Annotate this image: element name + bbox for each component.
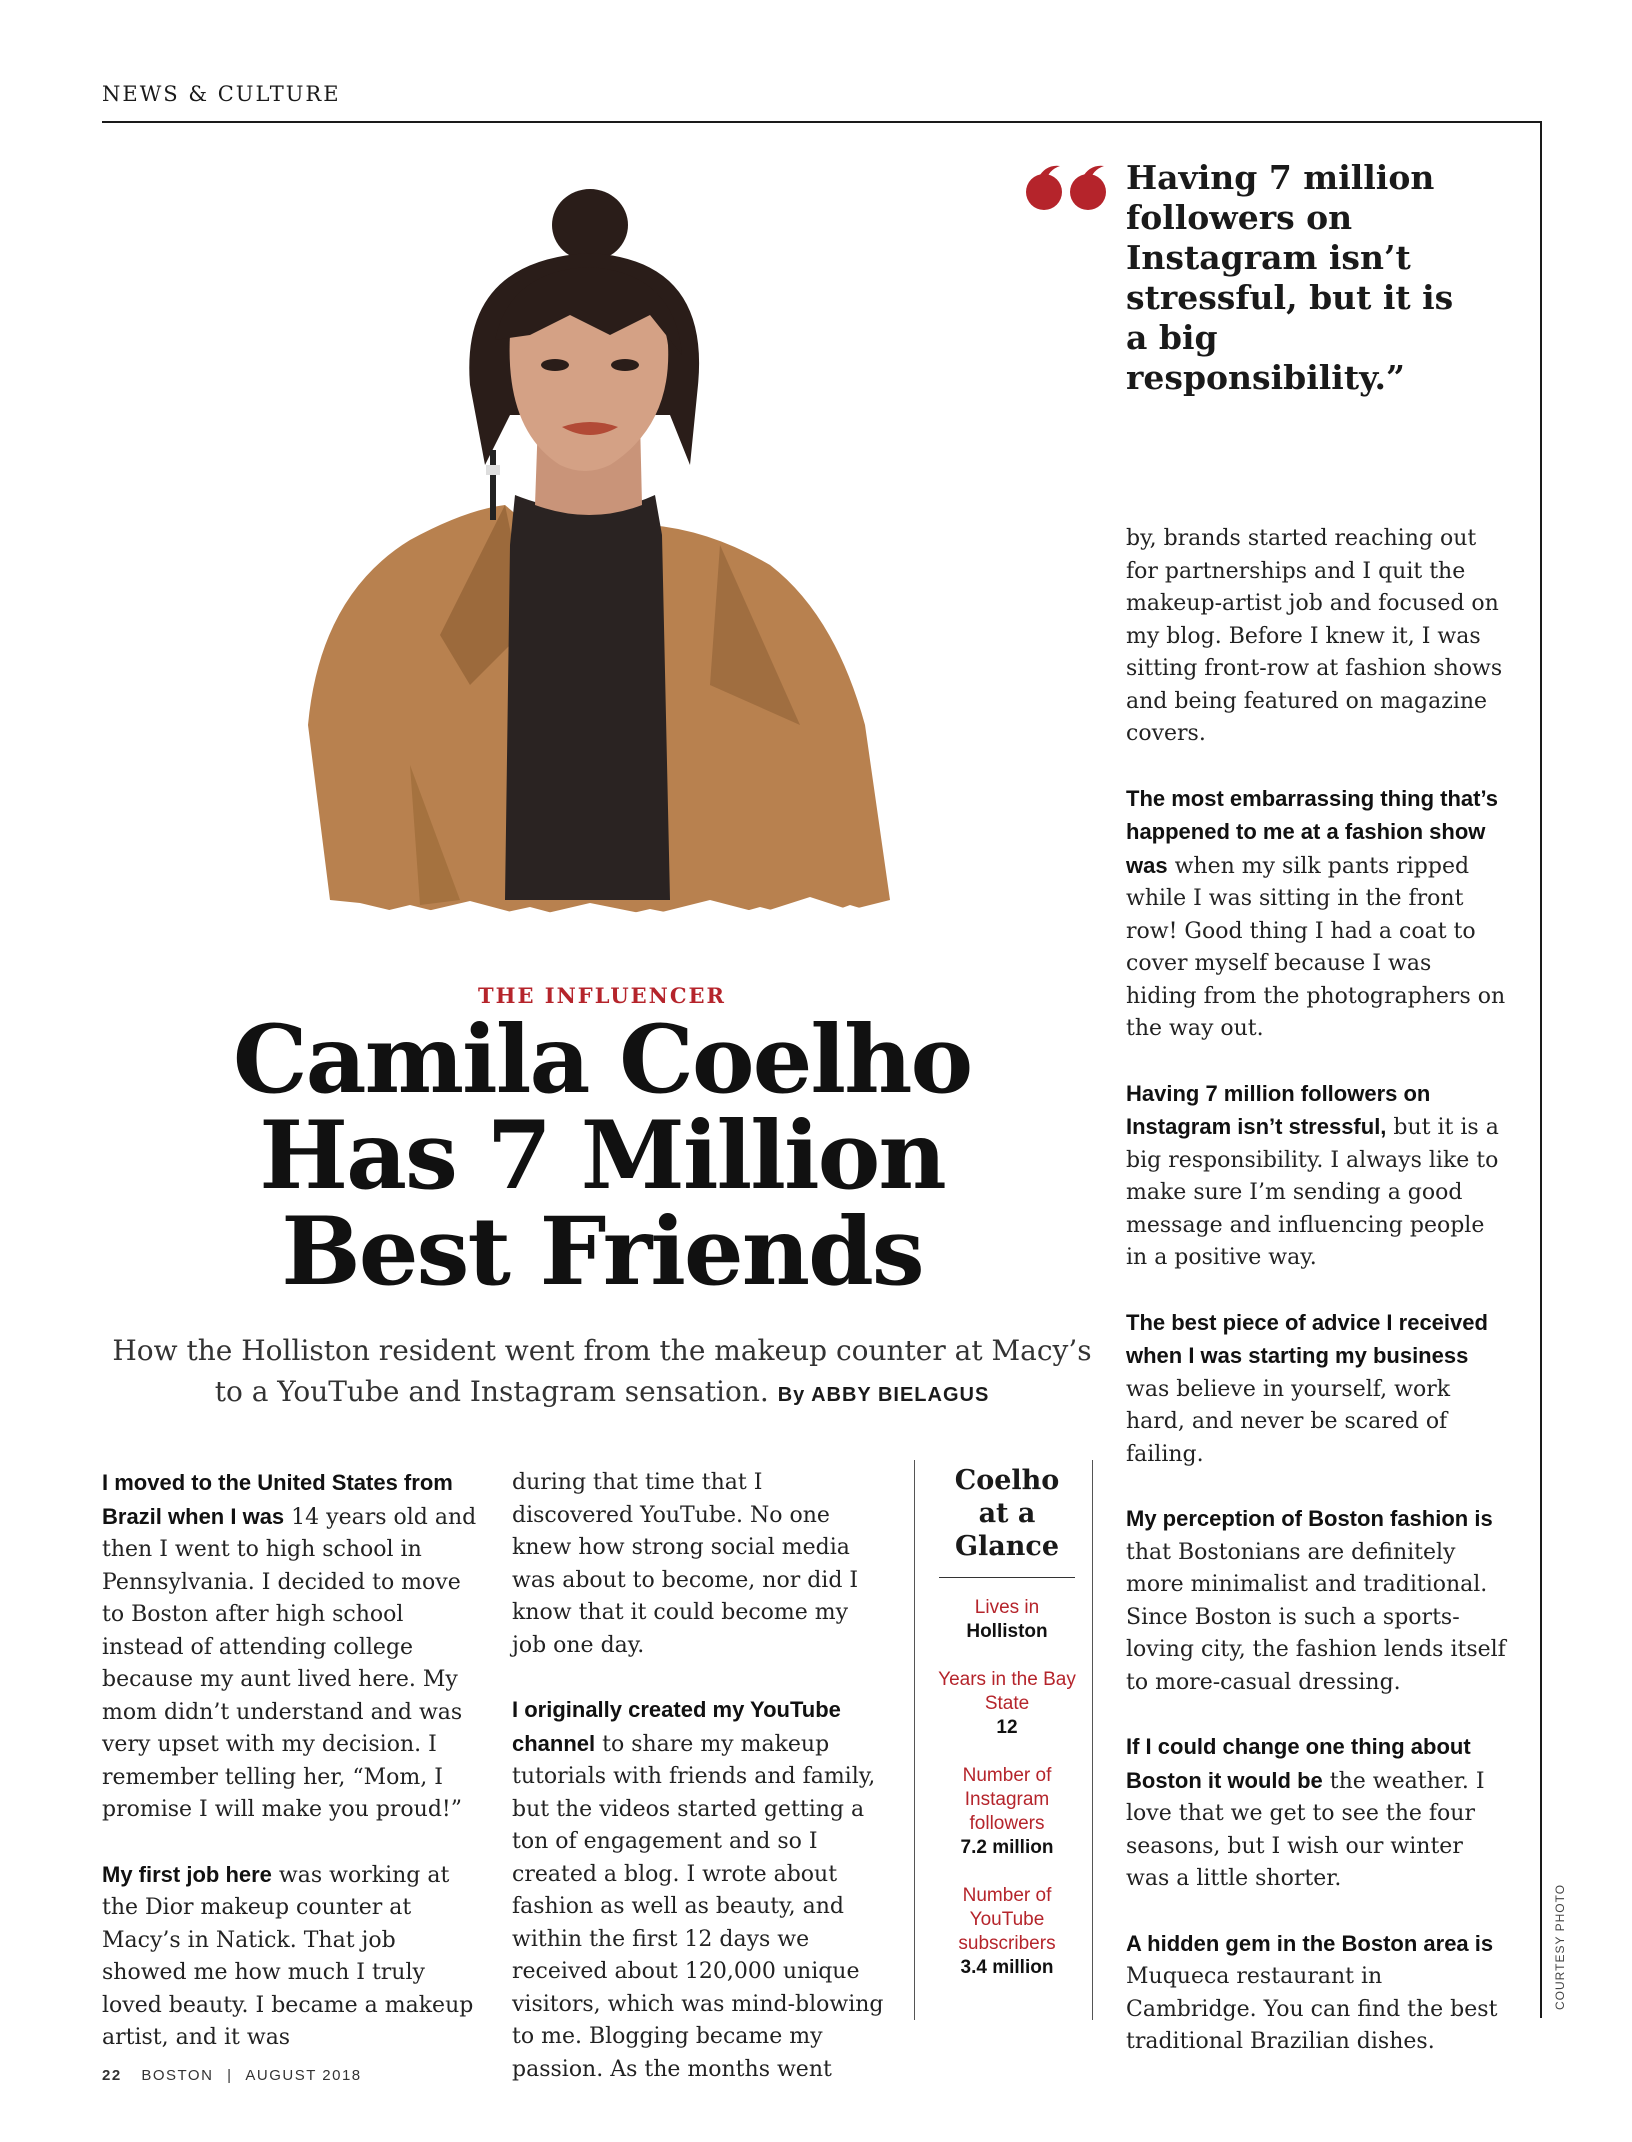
stat-item <box>936 1884 1078 1980</box>
section-label: NEWS & CULTURE <box>102 82 341 106</box>
dek-text: How the Holliston resident went from the makeup counter at Macy’s to a YouTube and Instagram sensation. <box>112 1334 1092 1408</box>
paragraph <box>512 1467 887 1662</box>
sidebar-rule-right <box>1092 1460 1093 2020</box>
paragraph-lead: I moved to the United States from Brazil when I was <box>102 1470 453 1529</box>
headline-line-3: Best Friends <box>281 1197 923 1307</box>
paragraph <box>1126 1928 1506 2059</box>
stat-item <box>936 1596 1078 1644</box>
paragraph-text: but it is a big responsibility. I always like to make sure I’m sending a good message and influencing people in a positive way. <box>1126 1115 1499 1270</box>
stat-item <box>936 1764 1078 1860</box>
paragraph <box>102 1859 477 2055</box>
paragraph-lead: The best piece of advice I received when I was starting my business <box>1126 1309 1488 1368</box>
paragraph-lead: A hidden gem in the Boston area is <box>1126 1930 1494 1956</box>
paragraph-text: was working at the Dior makeup counter at Macy’s in Natick. That job showed me how much I truly loved beauty. I became a makeup artist, and it was <box>102 1862 474 2050</box>
paragraph-lead: If I could change one thing about Boston it would be <box>1126 1734 1471 1793</box>
paragraph-lead: My perception of Boston fashion is <box>1126 1506 1493 1531</box>
article-column-1 <box>102 1467 477 2087</box>
paragraph-text: was believe in yourself, work hard, and never be scared of failing. <box>1126 1376 1451 1467</box>
right-rule <box>1540 121 1542 2018</box>
sidebar-divider <box>939 1577 1075 1578</box>
paragraph <box>1126 523 1506 751</box>
dek <box>102 1330 1102 1416</box>
byline: By ABBY BIELAGUS <box>777 1384 990 1406</box>
stat-item <box>936 1668 1078 1740</box>
stat-label: Lives in <box>974 1597 1040 1618</box>
stat-value: 12 <box>996 1717 1018 1738</box>
publication-name: BOSTON <box>141 2067 214 2084</box>
paragraph <box>1126 1503 1506 1699</box>
paragraph-text: 14 years old and then I went to high school in Pennsylvania. I decided to move to Boston after high school instead of attending college because my aunt lived here. My mom didn’t understand and was very upset with my decision. I remember telling her, “Mom, I promise I will make you proud!” <box>102 1504 477 1822</box>
headline-line-1: Camila Coelho <box>232 1005 972 1115</box>
paragraph <box>1126 1731 1506 1896</box>
sidebar-title: Coelho at a Glance <box>954 1465 1060 1562</box>
paragraph-lead: Having 7 million followers on Instagram isn’t stressful, <box>1126 1080 1431 1139</box>
stat-value: 3.4 million <box>960 1957 1054 1978</box>
paragraph-text: to share my makeup tutorials with friends and family, but the videos started getting a ton of engagement and so I created a blog. I wrote about fashion as well as beauty, and within the first 12 days we received about 120,000 unique visitors, which was mind-blowing to me. Blogging became my passion. As the months went <box>512 1731 884 2082</box>
portrait-photo <box>290 165 910 930</box>
sidebar-rule-left <box>914 1460 915 2020</box>
paragraph-text: that Bostonians are definitely more minimalist and traditional. Since Boston is such a sports-loving city, the fashion lends itself to more-casual dressing. <box>1126 1539 1506 1695</box>
paragraph <box>1126 1307 1506 1472</box>
kicker: THE INFLUENCER <box>477 983 727 1008</box>
paragraph-text: by, brands started reaching out for partnerships and I quit the makeup-artist job and focused on my blog. Before I knew it, I was sitting front-row at fashion shows and being featured on magazine covers. <box>1126 526 1503 746</box>
headline <box>102 1005 1102 1307</box>
paragraph-text: the weather. I love that we get to see the four seasons, but I wish our winter was a little shorter. <box>1126 1768 1485 1891</box>
photo-credit-wrap <box>1553 1883 1632 2024</box>
paragraph <box>1126 1078 1506 1275</box>
page-number: 22 <box>102 2067 122 2084</box>
paragraph-text: Muqueca restaurant in Cambridge. You can find the best traditional Brazilian dishes. <box>1126 1964 1498 2054</box>
at-a-glance-sidebar <box>936 1464 1078 2004</box>
page-footer <box>102 2067 362 2084</box>
article-column-3 <box>1126 523 1506 2091</box>
issue-date: AUGUST 2018 <box>245 2067 362 2084</box>
paragraph <box>1126 783 1506 1046</box>
paragraph-text: when my silk pants ripped while I was sitting in the front row! Good thing I had a coat to cover myself because I was hiding from the photographers on the way out. <box>1126 853 1506 1041</box>
top-rule <box>102 121 1542 123</box>
headline-line-2: Has 7 Million <box>259 1101 945 1211</box>
article-column-2 <box>512 1467 887 2118</box>
pull-quote: Having 7 million followers on Instagram isn’t stressful, but it is a big responsibility.” <box>1126 158 1454 397</box>
paragraph-lead: The most embarrassing thing that’s happened to me at a fashion show was <box>1126 785 1499 878</box>
stat-label: Years in the Bay State <box>938 1669 1076 1714</box>
stat-label: Number of Instagram followers <box>962 1765 1052 1834</box>
paragraph-lead: I originally created my YouTube channel <box>512 1697 841 1756</box>
stat-value: 7.2 million <box>960 1837 1054 1858</box>
photo-credit: COURTESY PHOTO <box>1553 1883 1567 2010</box>
quote-marks-icon <box>1024 160 1114 214</box>
paragraph-lead: My first job here <box>102 1861 272 1887</box>
paragraph-text: during that time that I discovered YouTube. No one knew how strong social media was about to become, nor did I know that it could become my job one day. <box>512 1470 859 1658</box>
paragraph <box>512 1694 887 2086</box>
paragraph <box>102 1467 477 1827</box>
stat-value: Holliston <box>966 1621 1048 1642</box>
stat-label: Number of YouTube subscribers <box>958 1885 1056 1954</box>
footer-separator: | <box>227 2067 233 2084</box>
